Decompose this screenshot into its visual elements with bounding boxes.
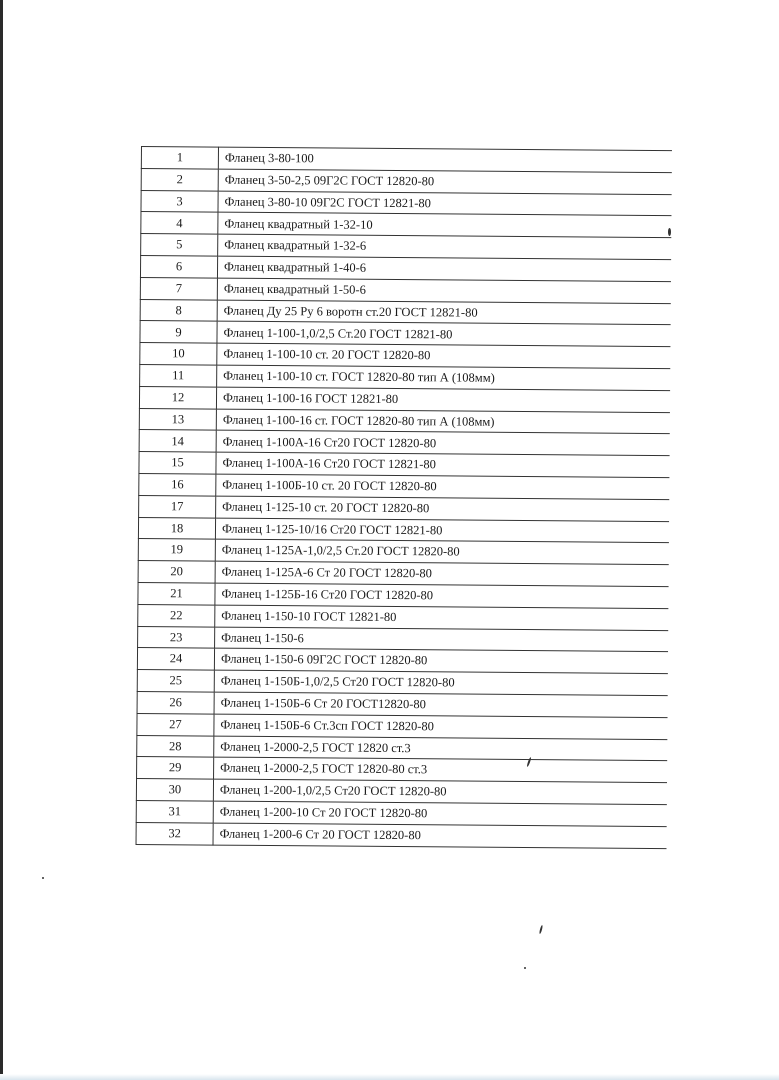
flange-name: Фланец 1-150-6 09Г2С ГОСТ 12820-80 [214,648,668,673]
row-number: 6 [140,255,217,277]
row-number: 12 [139,386,216,408]
flange-name: Фланец квадратный 1-32-10 [218,212,672,237]
flange-name: Фланец 1-150-6 [215,627,669,652]
row-number: 7 [140,277,217,299]
flange-name: Фланец 1-125А-1,0/2,5 Ст.20 ГОСТ 12820-80 [215,539,669,564]
flange-name: Фланец 1-100-16 ст. ГОСТ 12820-80 тип А (108мм) [216,409,670,434]
row-number: 5 [141,234,218,256]
row-number: 25 [137,670,214,692]
row-number: 10 [140,343,217,365]
row-number: 1 [141,147,218,169]
flange-name: Фланец 1-100Б-10 ст. 20 ГОСТ 12820-80 [216,474,670,499]
flange-name: Фланец 1-125Б-16 Ст20 ГОСТ 12820-80 [215,583,669,608]
flange-name: Фланец квадратный 1-32-6 [218,234,672,259]
scan-speck [524,967,526,969]
flange-name: Фланец 1-200-6 Ст 20 ГОСТ 12820-80 [213,823,667,848]
scan-edge-shadow [0,0,3,1080]
row-number: 27 [137,713,214,735]
flange-table [136,146,672,849]
flange-name: Фланец 1-150Б-6 Ст.3сп ГОСТ 12820-80 [214,714,668,739]
row-number: 24 [137,648,214,670]
flange-name: Фланец 1-100-10 ст. 20 ГОСТ 12820-80 [217,343,671,368]
flange-name: Фланец квадратный 1-50-6 [217,278,671,303]
flange-name: Фланец 1-125А-6 Ст 20 ГОСТ 12820-80 [215,561,669,586]
table-row [136,822,667,848]
scan-speck [539,925,543,934]
row-number: 9 [140,321,217,343]
row-number: 28 [137,735,214,757]
scan-speck [668,228,671,236]
flange-name: Фланец Ду 25 Ру 6 воротн ст.20 ГОСТ 12821-80 [217,300,671,325]
flange-name: Фланец 3-80-10 09Г2С ГОСТ 12821-80 [218,191,672,216]
row-number: 21 [138,582,215,604]
row-number: 23 [138,626,215,648]
flange-table-body [136,147,672,849]
row-number: 19 [138,539,215,561]
row-number: 8 [140,299,217,321]
flange-name: Фланец 1-125-10/16 Ст20 ГОСТ 12821-80 [215,518,669,543]
flange-name: Фланец 1-2000-2,5 ГОСТ 12820-80 ст.3 [214,757,668,782]
flange-name: Фланец 1-100-1,0/2,5 Ст.20 ГОСТ 12821-80 [217,321,671,346]
row-number: 11 [140,364,217,386]
row-number: 15 [139,452,216,474]
row-number: 3 [141,190,218,212]
flange-name: Фланец 1-2000-2,5 ГОСТ 12820 ст.3 [214,736,668,761]
flange-name: Фланец 3-80-100 [218,147,672,172]
row-number: 30 [136,779,213,801]
row-number: 2 [141,168,218,190]
row-number: 16 [139,473,216,495]
scan-bottom-edge [0,1074,779,1080]
row-number: 4 [141,212,218,234]
row-number: 22 [138,604,215,626]
row-number: 17 [139,495,216,517]
flange-name: Фланец 1-150Б-6 Ст 20 ГОСТ12820-80 [214,692,668,717]
flange-name: Фланец 1-200-1,0/2,5 Ст20 ГОСТ 12820-80 [213,779,667,804]
flange-name: Фланец 1-100-16 ГОСТ 12821-80 [216,387,670,412]
row-number: 31 [136,800,213,822]
flange-name: Фланец 1-125-10 ст. 20 ГОСТ 12820-80 [216,496,670,521]
flange-name: Фланец 1-100А-16 Ст20 ГОСТ 12821-80 [216,452,670,477]
row-number: 13 [139,408,216,430]
flange-name: Фланец 1-150-10 ГОСТ 12821-80 [215,605,669,630]
row-number: 14 [139,430,216,452]
flange-name: Фланец 1-100А-16 Ст20 ГОСТ 12820-80 [216,430,670,455]
row-number: 29 [137,757,214,779]
scan-speck [42,877,44,879]
flange-name: Фланец 1-200-10 Ст 20 ГОСТ 12820-80 [213,801,667,826]
row-number: 32 [136,822,213,844]
row-number: 20 [138,561,215,583]
flange-name: Фланец 1-100-10 ст. ГОСТ 12820-80 тип А (108мм) [217,365,671,390]
row-number: 18 [138,517,215,539]
row-number: 26 [137,691,214,713]
flange-name: Фланец 1-150Б-1,0/2,5 Ст20 ГОСТ 12820-80 [214,670,668,695]
flange-name: Фланец 3-50-2,5 09Г2С ГОСТ 12820-80 [218,169,672,194]
flange-name: Фланец квадратный 1-40-6 [217,256,671,281]
